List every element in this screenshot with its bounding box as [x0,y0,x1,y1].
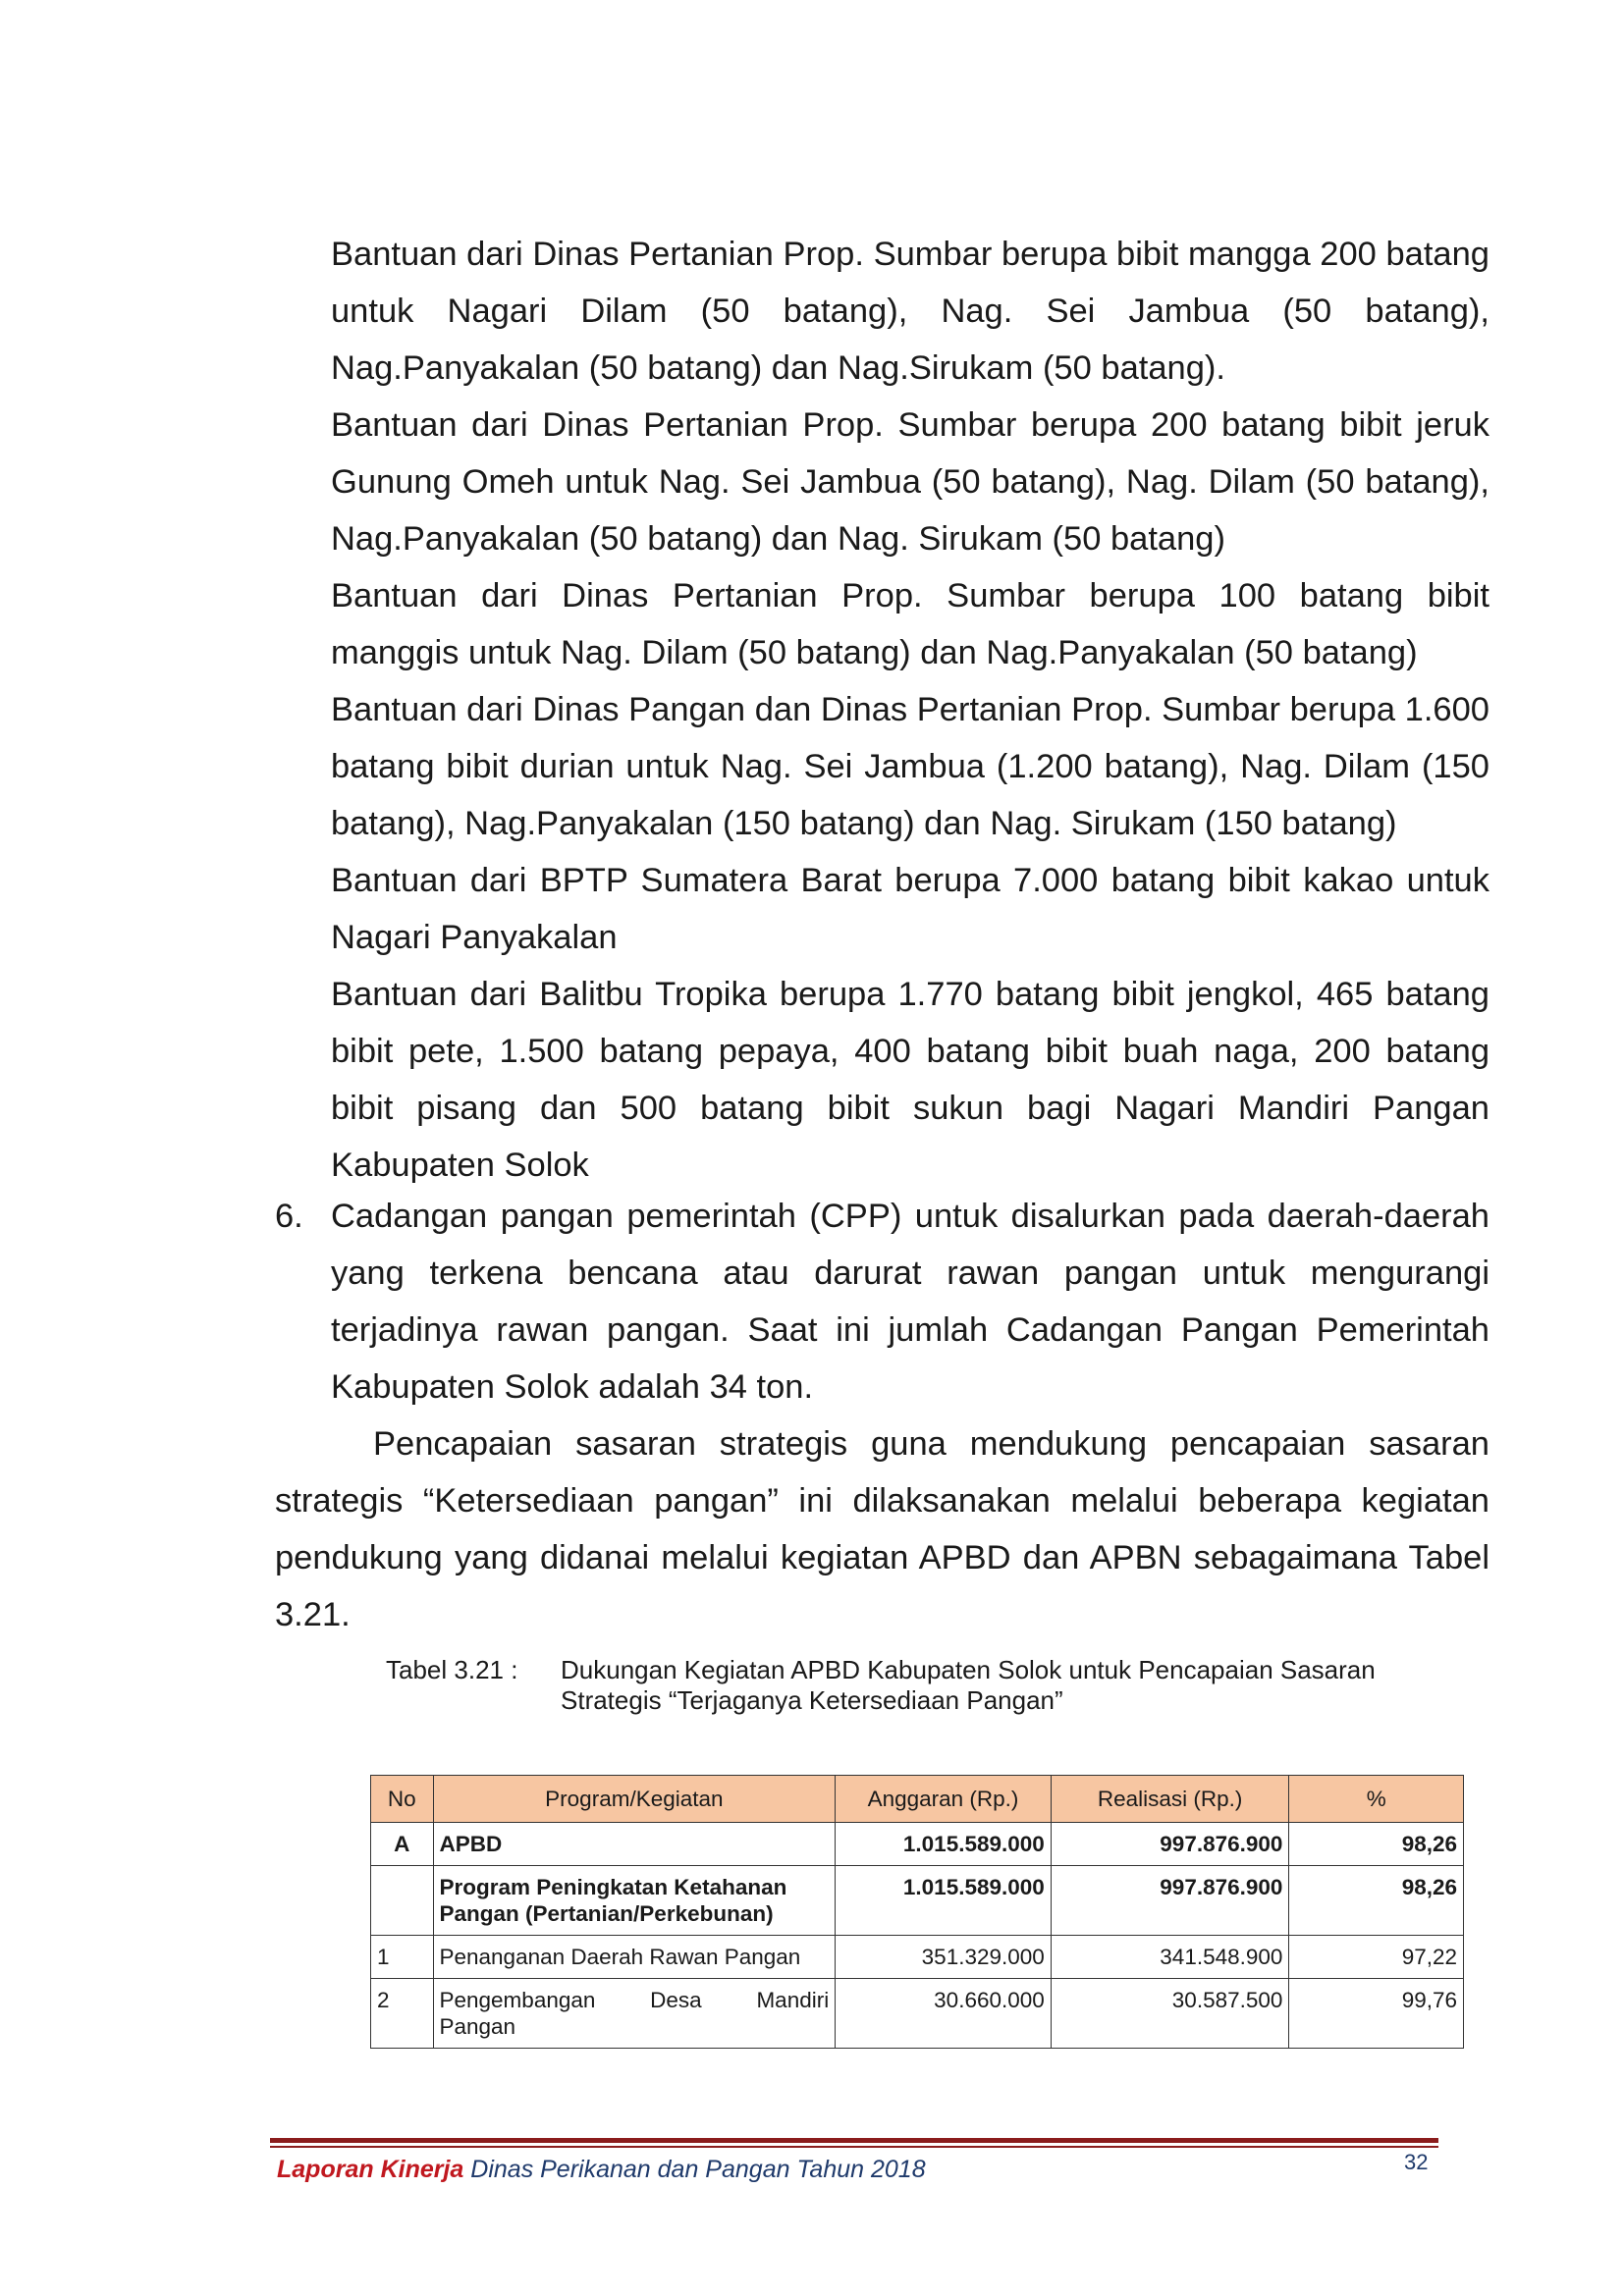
header-anggaran: Anggaran (Rp.) [836,1776,1052,1823]
row-program: Penanganan Daerah Rawan Pangan [433,1936,836,1979]
header-program: Program/Kegiatan [433,1776,836,1823]
row-no: 1 [371,1936,434,1979]
row-anggaran: 351.329.000 [836,1936,1052,1979]
row-anggaran: 30.660.000 [836,1979,1052,2049]
row-percent: 99,76 [1289,1979,1464,2049]
aid-item: Bantuan dari Dinas Pangan dan Dinas Pertanian Prop. Sumbar berupa 1.600 batang bibit durian untuk Nag. Sei Jambua (1.200 batang), Nag. Dilam (150 batang), Nag.Panyakalan (150 batang) dan Nag. Sirukam (150 batang) [331,691,1489,842]
header-no: No [371,1776,434,1823]
row-program: Program Peningkatan Ketahanan Pangan (Pertanian/Perkebunan) [433,1866,836,1936]
item-text: Cadangan pangan pemerintah (CPP) untuk disalurkan pada daerah-daerah yang terkena bencana atau darurat rawan pangan untuk mengurangi terjadinya rawan pangan. Saat ini jumlah Cadangan Pangan Pemerintah Kabupaten Solok adalah 34 ton. [331,1198,1489,1406]
row-no [371,1866,434,1936]
footer-rule-thin [270,2146,1438,2148]
row-realisasi: 341.548.900 [1051,1936,1289,1979]
table-row [371,1866,1464,1936]
aid-list [331,226,1489,1194]
closing-paragraph: Pencapaian sasaran strategis guna mendukung pencapaian sasaran strategis “Ketersediaan pangan” ini dilaksanakan melalui beberapa kegiatan pendukung yang didanai melalui kegiatan APBD dan APBN sebagaimana Tabel 3.21. [275,1425,1489,1633]
row-realisasi: 30.587.500 [1051,1979,1289,2049]
row-anggaran: 1.015.589.000 [836,1823,1052,1866]
table-row [371,1823,1464,1866]
row-no: 2 [371,1979,434,2049]
footer-title-rest: Dinas Perikanan dan Pangan Tahun 2018 [463,2156,926,2183]
numbered-item-6 [275,1188,1489,1415]
table-row [371,1936,1464,1979]
page-number: 32 [1404,2150,1429,2174]
row-program [433,1979,836,2049]
row-percent: 98,26 [1289,1823,1464,1866]
footer-rule-thick [270,2138,1438,2143]
row-program: APBD [433,1823,836,1866]
row-percent: 97,22 [1289,1936,1464,1979]
table-row [371,1979,1464,2049]
row-program-line2: Pangan [439,2014,516,2039]
aid-item: Bantuan dari Dinas Pertanian Prop. Sumbar berupa 100 batang bibit manggis untuk Nag. Dilam (50 batang) dan Nag.Panyakalan (50 batang) [331,577,1489,671]
aid-item: Bantuan dari Balitbu Tropika berupa 1.770 batang bibit jengkol, 465 batang bibit pete, 1.500 batang pepaya, 400 batang bibit buah naga, 200 batang bibit pisang dan 500 batang bibit sukun bagi Nagari Mandiri Pangan Kabupaten Solok [331,976,1489,1184]
row-program-line1: Pengembangan Desa Mandiri [439,1988,830,2012]
table-caption-text: Dukungan Kegiatan APBD Kabupaten Solok untuk Pencapaian Sasaran Strategis “Terjaganya Ketersediaan Pangan” [561,1655,1376,1715]
row-anggaran: 1.015.589.000 [836,1866,1052,1936]
aid-item: Bantuan dari BPTP Sumatera Barat berupa 7.000 batang bibit kakao untuk Nagari Panyakalan [331,862,1489,956]
budget-table [370,1775,1464,2049]
row-realisasi: 997.876.900 [1051,1823,1289,1866]
aid-item: Bantuan dari Dinas Pertanian Prop. Sumbar berupa 200 batang bibit jeruk Gunung Omeh untuk Nag. Sei Jambua (50 batang), Nag. Dilam (50 batang), Nag.Panyakalan (50 batang) dan Nag. Sirukam (50 batang) [331,406,1489,558]
table-caption-label: Tabel 3.21 : [386,1655,518,1684]
table-caption [386,1655,1476,1716]
row-no: A [371,1823,434,1866]
aid-item: Bantuan dari Dinas Pertanian Prop. Sumbar berupa bibit mangga 200 batang untuk Nagari Dilam (50 batang), Nag. Sei Jambua (50 batang), Nag.Panyakalan (50 batang) dan Nag.Sirukam (50 batang). [331,236,1489,387]
header-percent: % [1289,1776,1464,1823]
row-percent: 98,26 [1289,1866,1464,1936]
footer-title-strong: Laporan Kinerja [277,2156,464,2183]
item-number: 6. [275,1198,303,1235]
row-realisasi: 997.876.900 [1051,1866,1289,1936]
table-header-row [371,1776,1464,1823]
footer-title [277,2156,926,2184]
header-realisasi: Realisasi (Rp.) [1051,1776,1289,1823]
